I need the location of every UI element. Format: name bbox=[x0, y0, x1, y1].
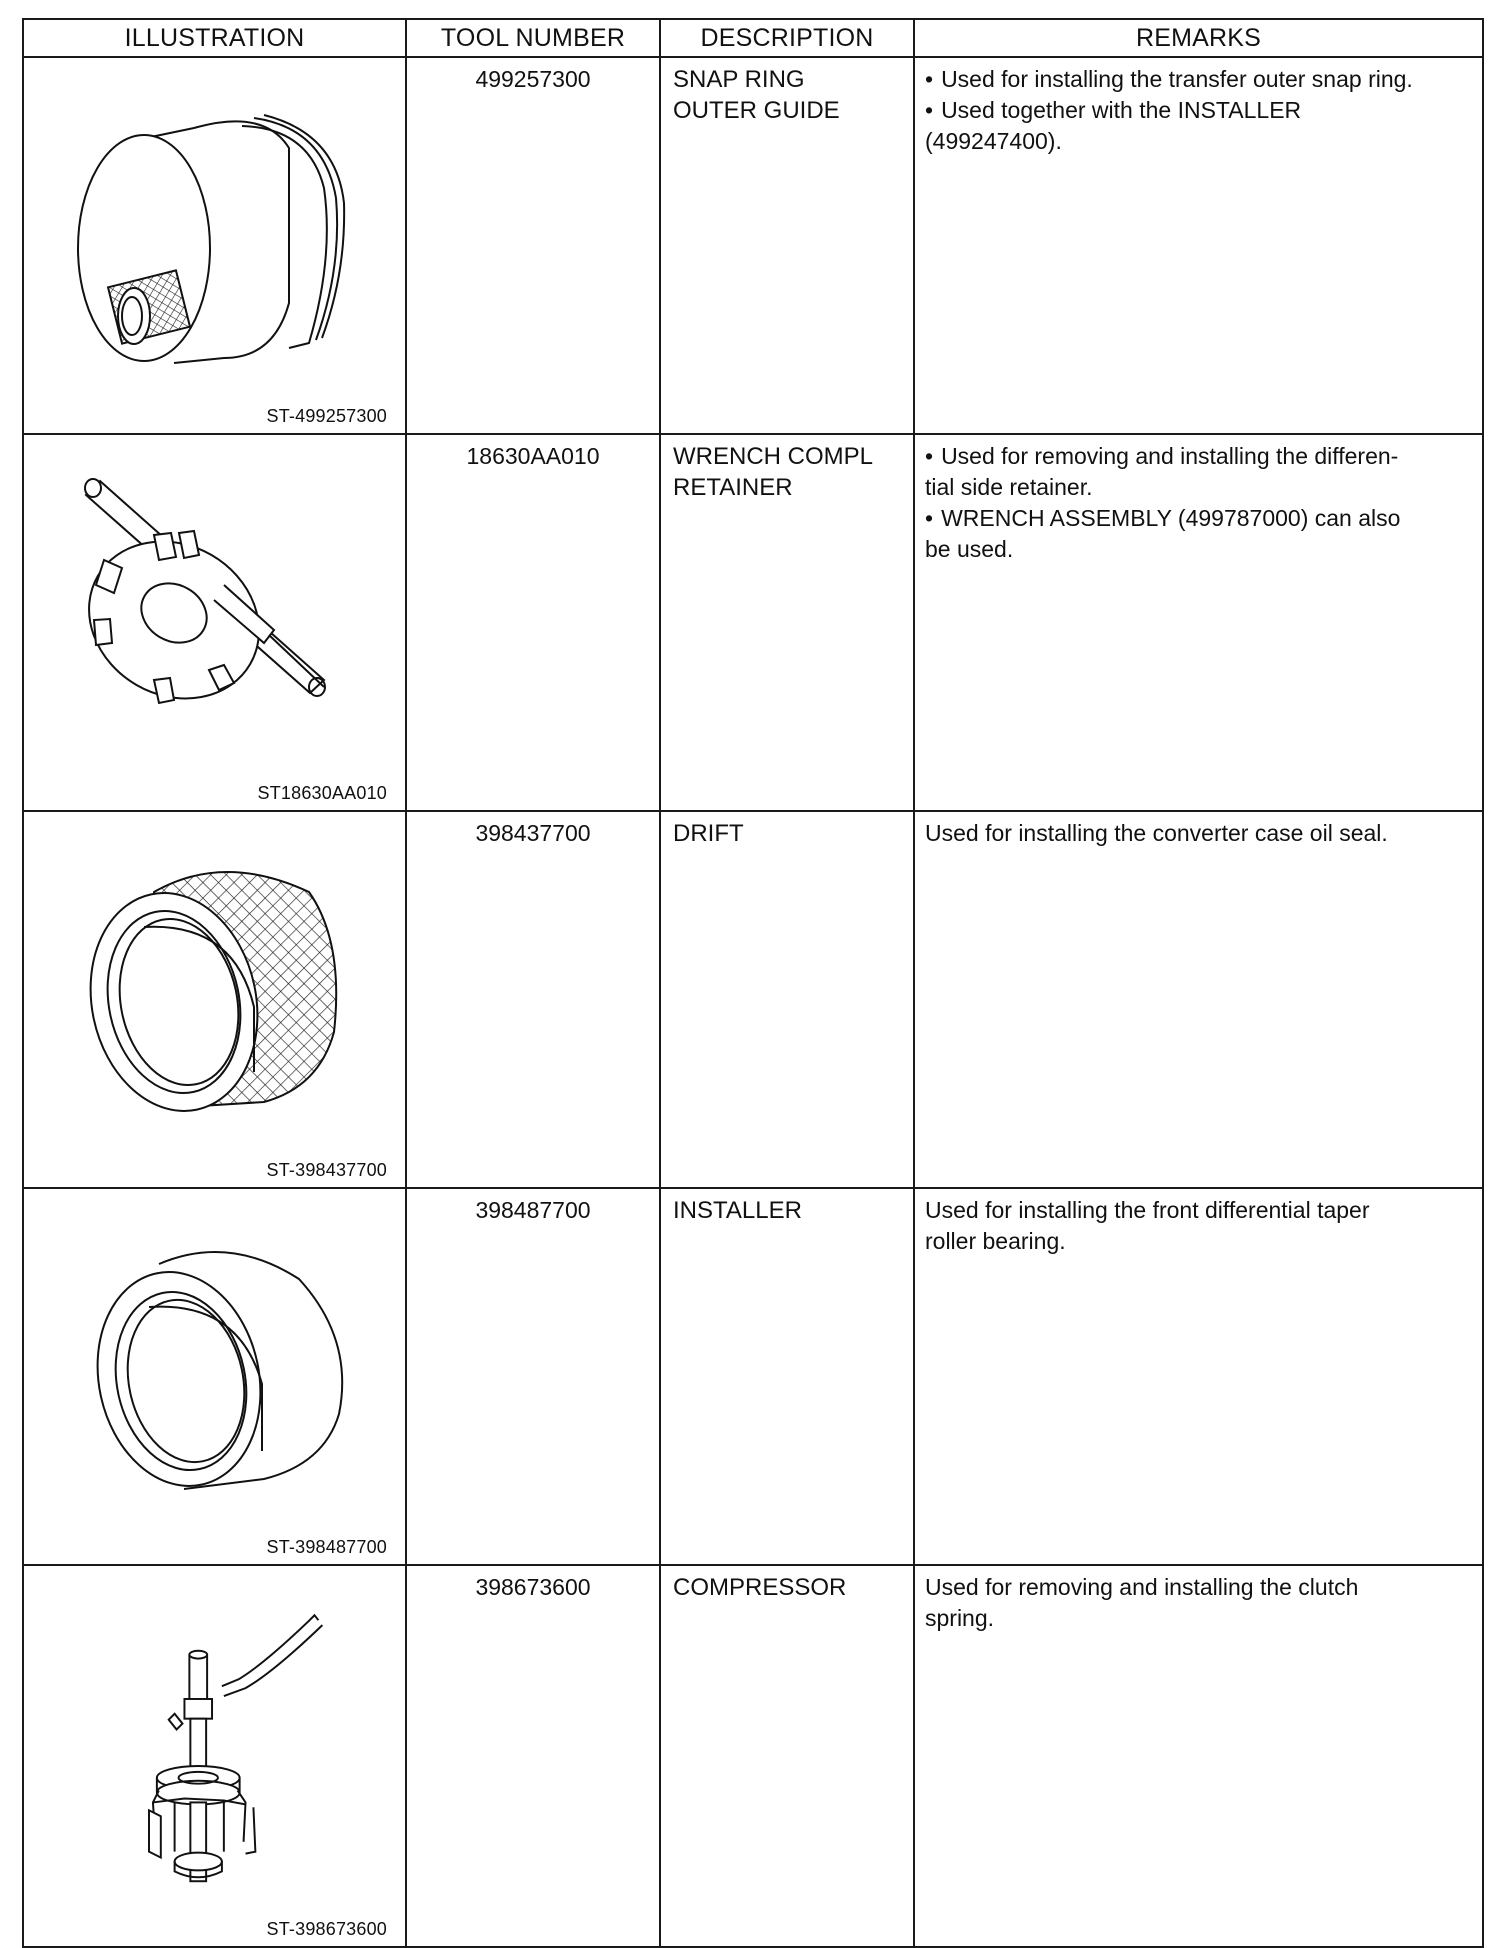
illustration-cell bbox=[23, 1188, 406, 1565]
tool-description bbox=[660, 434, 914, 811]
header-illustration: ILLUSTRATION bbox=[23, 19, 406, 57]
tool-description bbox=[660, 57, 914, 434]
remark-line: • Used together with the INSTALLER bbox=[925, 95, 1472, 126]
tool-number: 398673600 bbox=[406, 1565, 660, 1947]
remark-line: spring. bbox=[925, 1605, 995, 1631]
illustration-label: ST-398437700 bbox=[266, 1160, 387, 1180]
tool-remarks bbox=[914, 1565, 1483, 1947]
remark-line: roller bearing. bbox=[925, 1228, 1066, 1254]
illustration-cell bbox=[23, 434, 406, 811]
table-row bbox=[23, 811, 1483, 1188]
remark-line: • Used for installing the transfer outer snap ring. bbox=[925, 64, 1472, 95]
installer-illustration bbox=[24, 1189, 405, 1519]
tool-description bbox=[660, 811, 914, 1188]
wrench-compl-retainer-illustration bbox=[24, 435, 405, 765]
tool-description bbox=[660, 1188, 914, 1565]
description-line: OUTER GUIDE bbox=[673, 97, 840, 124]
tool-remarks bbox=[914, 1188, 1483, 1565]
illustration-cell bbox=[23, 57, 406, 434]
table-row bbox=[23, 1565, 1483, 1947]
description-line: INSTALLER bbox=[673, 1197, 802, 1224]
description-line: DRIFT bbox=[673, 820, 744, 847]
table-row bbox=[23, 57, 1483, 434]
tool-number: 398487700 bbox=[406, 1188, 660, 1565]
illustration-label: ST18630AA010 bbox=[257, 783, 387, 803]
illustration-cell bbox=[23, 811, 406, 1188]
illustration-label: ST-398673600 bbox=[266, 1919, 387, 1939]
illustration-cell bbox=[23, 1565, 406, 1947]
description-line: SNAP RING bbox=[673, 66, 805, 93]
tool-description bbox=[660, 1565, 914, 1947]
tool-remarks bbox=[914, 811, 1483, 1188]
remark-line: • WRENCH ASSEMBLY (499787000) can also bbox=[925, 503, 1472, 534]
remark-line: Used for removing and installing the clutch bbox=[925, 1574, 1359, 1600]
drift-illustration bbox=[24, 812, 405, 1142]
header-remarks: REMARKS bbox=[914, 19, 1483, 57]
remark-line: (499247400). bbox=[925, 128, 1062, 154]
remark-line: Used for installing the front differential taper bbox=[925, 1197, 1370, 1223]
illustration-label: ST-398487700 bbox=[266, 1537, 387, 1557]
remark-line: Used for installing the converter case oil seal. bbox=[925, 820, 1388, 846]
description-line: WRENCH COMPL bbox=[673, 443, 874, 470]
snap-ring-outer-guide-illustration bbox=[24, 58, 405, 388]
remark-line: be used. bbox=[925, 536, 1014, 562]
tool-number: 499257300 bbox=[406, 57, 660, 434]
illustration-label: ST-499257300 bbox=[266, 406, 387, 426]
remark-line: tial side retainer. bbox=[925, 474, 1093, 500]
tool-remarks bbox=[914, 57, 1483, 434]
header-tool-number: TOOL NUMBER bbox=[406, 19, 660, 57]
tool-number: 398437700 bbox=[406, 811, 660, 1188]
description-line: RETAINER bbox=[673, 474, 793, 501]
compressor-illustration bbox=[24, 1566, 405, 1896]
special-tools-table bbox=[22, 18, 1484, 1948]
header-row bbox=[23, 19, 1483, 57]
description-line: COMPRESSOR bbox=[673, 1574, 847, 1601]
table-row bbox=[23, 434, 1483, 811]
table-row bbox=[23, 1188, 1483, 1565]
tool-remarks bbox=[914, 434, 1483, 811]
remark-line: • Used for removing and installing the differen- bbox=[925, 441, 1472, 472]
header-description: DESCRIPTION bbox=[660, 19, 914, 57]
tool-number: 18630AA010 bbox=[406, 434, 660, 811]
